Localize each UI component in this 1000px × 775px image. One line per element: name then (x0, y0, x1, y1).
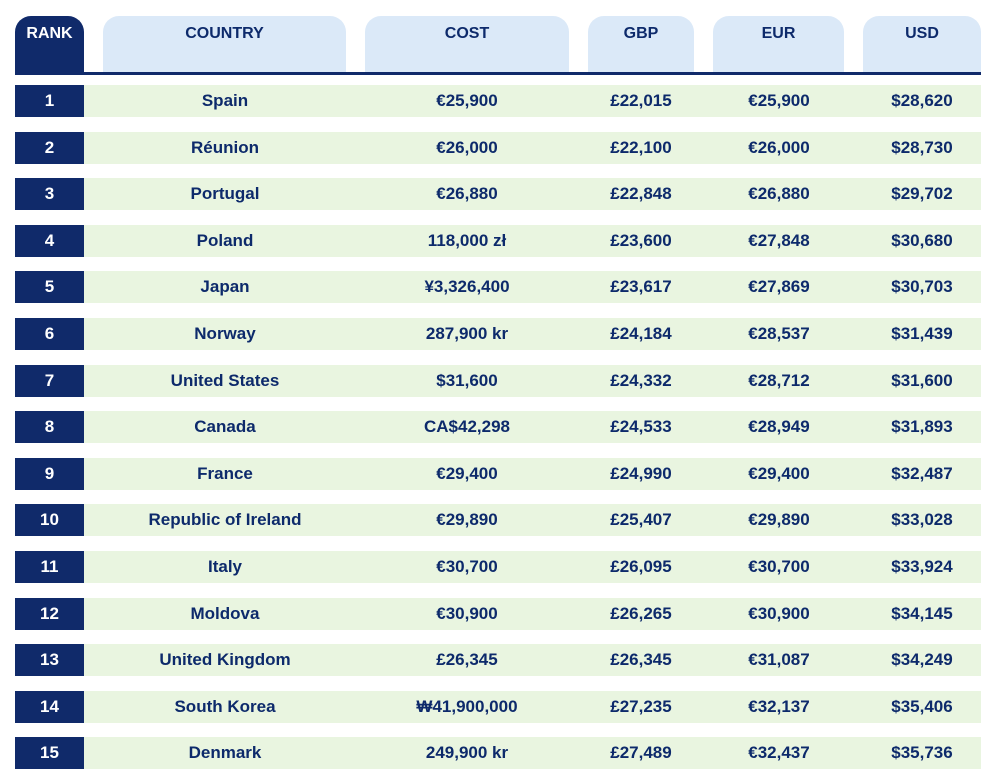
header-rank: RANK (15, 16, 84, 72)
gbp-cell: £26,265 (610, 604, 672, 623)
usd-cell: $32,487 (891, 464, 953, 483)
gbp-cell: £23,600 (610, 231, 672, 250)
cost-cell: €30,700 (436, 557, 498, 576)
cost-cell: €26,000 (436, 138, 498, 157)
cost-cell: ₩41,900,000 (416, 697, 518, 716)
usd-cell: $30,703 (891, 277, 953, 296)
rank-cell: 13 (15, 644, 84, 676)
gbp-cell: £22,015 (610, 91, 672, 110)
cost-cell: €25,900 (436, 91, 498, 110)
country-cell: Moldova (190, 604, 260, 623)
usd-cell: $29,702 (891, 184, 953, 203)
eur-cell: €29,400 (748, 464, 810, 483)
cost-cell: ¥3,326,400 (424, 277, 510, 296)
eur-cell: €27,848 (748, 231, 810, 250)
gbp-cell: £22,100 (610, 138, 672, 157)
usd-cell: $31,439 (891, 324, 953, 343)
cost-cell: 249,900 kr (425, 743, 509, 762)
usd-cell: $33,028 (891, 510, 953, 529)
table-row (15, 504, 981, 536)
usd-cell: $34,145 (891, 604, 953, 623)
eur-cell: €28,537 (748, 324, 810, 343)
table-row (15, 318, 981, 350)
table-row (15, 225, 981, 257)
table-row (15, 691, 981, 723)
rank-cell: 7 (15, 365, 84, 397)
country-cell: Poland (196, 231, 254, 250)
gbp-cell: £23,617 (610, 277, 672, 296)
header-cost: COST (365, 16, 569, 72)
cost-cell: €29,400 (436, 464, 498, 483)
table-row (15, 365, 981, 397)
usd-cell: $35,736 (891, 743, 953, 762)
table-row (15, 271, 981, 303)
gbp-cell: £22,848 (610, 184, 672, 203)
header-country: COUNTRY (103, 16, 346, 72)
eur-cell: €29,890 (748, 510, 810, 529)
gbp-cell: £24,533 (610, 417, 672, 436)
rank-cell: 15 (15, 737, 84, 769)
usd-cell: $33,924 (891, 557, 953, 576)
gbp-cell: £24,332 (610, 371, 672, 390)
country-cell: Réunion (191, 138, 259, 157)
gbp-cell: £26,095 (610, 557, 672, 576)
usd-cell: $35,406 (891, 697, 953, 716)
eur-cell: €26,000 (748, 138, 810, 157)
country-cell: Portugal (190, 184, 260, 203)
eur-cell: €32,437 (748, 743, 810, 762)
cost-cell: 118,000 zł (427, 231, 507, 250)
table-row (15, 132, 981, 164)
gbp-cell: £24,990 (610, 464, 672, 483)
table-row (15, 458, 981, 490)
rank-cell: 3 (15, 178, 84, 210)
rank-cell: 9 (15, 458, 84, 490)
country-cell: France (197, 464, 253, 483)
country-cell: Norway (194, 324, 256, 343)
header-gbp: GBP (588, 16, 694, 72)
eur-cell: €31,087 (748, 650, 810, 669)
country-cell: Japan (200, 277, 250, 296)
country-cell: Spain (201, 91, 249, 110)
usd-cell: $30,680 (891, 231, 953, 250)
eur-cell: €27,869 (748, 277, 810, 296)
gbp-cell: £26,345 (610, 650, 672, 669)
table-row (15, 598, 981, 630)
eur-cell: €25,900 (748, 91, 810, 110)
cost-cell: €29,890 (436, 510, 498, 529)
country-cell: Italy (207, 557, 243, 576)
cost-cell: €26,880 (436, 184, 498, 203)
usd-cell: $34,249 (891, 650, 953, 669)
usd-cell: $31,893 (891, 417, 953, 436)
table-row (15, 411, 981, 443)
rank-cell: 14 (15, 691, 84, 723)
table-row (15, 737, 981, 769)
cost-cell: £26,345 (436, 650, 498, 669)
table-row (15, 178, 981, 210)
rank-cell: 11 (15, 551, 84, 583)
country-cell: United States (170, 371, 280, 390)
gbp-cell: £24,184 (610, 324, 672, 343)
table-row (15, 644, 981, 676)
rank-cell: 5 (15, 271, 84, 303)
country-cell: United Kingdom (159, 650, 291, 669)
gbp-cell: £27,235 (610, 697, 672, 716)
table-row (15, 85, 981, 117)
eur-cell: €30,700 (748, 557, 810, 576)
eur-cell: €30,900 (748, 604, 810, 623)
gbp-cell: £27,489 (610, 743, 672, 762)
rank-cell: 2 (15, 132, 84, 164)
cost-cell: $31,600 (436, 371, 498, 390)
rank-cell: 6 (15, 318, 84, 350)
country-cell: Canada (194, 417, 256, 436)
country-cell: South Korea (174, 697, 276, 716)
eur-cell: €28,949 (748, 417, 810, 436)
usd-cell: $31,600 (891, 371, 953, 390)
cost-cell: CA$42,298 (423, 417, 510, 436)
header-usd: USD (863, 16, 981, 72)
eur-cell: €26,880 (748, 184, 810, 203)
usd-cell: $28,620 (891, 91, 953, 110)
country-cell: Republic of Ireland (148, 510, 302, 529)
header-eur: EUR (713, 16, 844, 72)
eur-cell: €32,137 (748, 697, 810, 716)
cost-cell: €30,900 (436, 604, 498, 623)
rank-cell: 4 (15, 225, 84, 257)
gbp-cell: £25,407 (610, 510, 672, 529)
usd-cell: $28,730 (891, 138, 953, 157)
cost-cell: 287,900 kr (425, 324, 509, 343)
eur-cell: €28,712 (748, 371, 810, 390)
country-cell: Denmark (188, 743, 262, 762)
rank-cell: 1 (15, 85, 84, 117)
header-divider (15, 72, 981, 75)
rank-cell: 12 (15, 598, 84, 630)
table-row (15, 551, 981, 583)
rank-cell: 10 (15, 504, 84, 536)
rank-cell: 8 (15, 411, 84, 443)
